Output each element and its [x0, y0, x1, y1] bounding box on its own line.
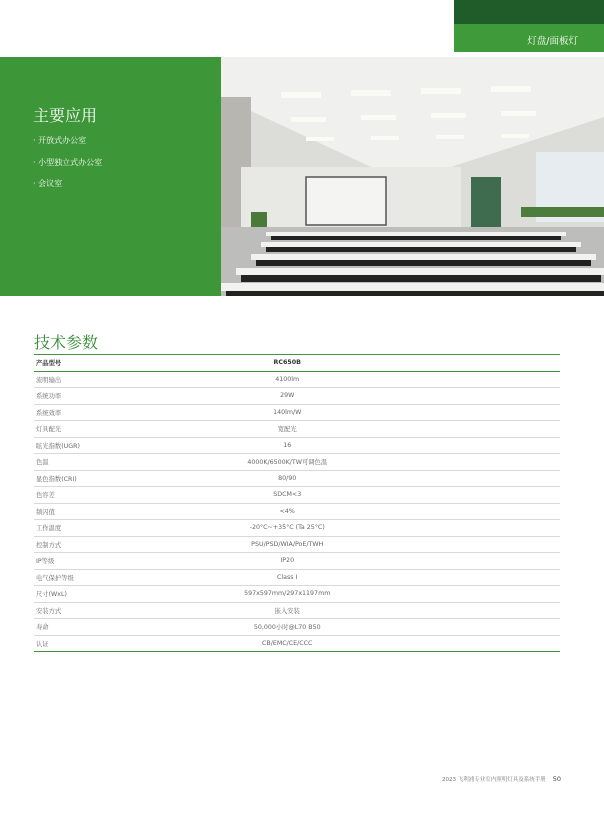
spec-label: 工作温度 [34, 520, 132, 537]
spec-value: SDCM<3 [132, 487, 560, 504]
spec-label: 流明输出 [34, 371, 132, 388]
spec-row [34, 371, 560, 388]
applications-list [33, 136, 102, 201]
category-tab-label: 灯盘/面板灯 [527, 36, 578, 47]
specs-header-label: 产品型号 [34, 355, 132, 372]
spec-value: 16 [132, 437, 560, 454]
spec-value: 4100lm [132, 371, 560, 388]
spec-value: 4000K/6500K/TW可调色温 [132, 454, 560, 471]
spec-label: 系统功率 [34, 388, 132, 405]
spec-row [34, 619, 560, 636]
spec-value: Class I [132, 569, 560, 586]
spec-row [34, 421, 560, 438]
applications-title: 主要应用 [33, 106, 98, 125]
spec-value: CB/EMC/CE/CCC [132, 635, 560, 652]
spec-row [34, 404, 560, 421]
spec-row [34, 553, 560, 570]
specs-header-row [34, 355, 560, 372]
spec-value: 80/90 [132, 470, 560, 487]
spec-label: 控制方式 [34, 536, 132, 553]
spec-value: 597x597mm/297x1197mm [132, 586, 560, 603]
spec-label: 频闪值 [34, 503, 132, 520]
spec-label: 尺寸(WxL) [34, 586, 132, 603]
spec-label: 灯具配光 [34, 421, 132, 438]
spec-row [34, 388, 560, 405]
specs-title: 技术参数 [34, 333, 99, 352]
spec-row [34, 503, 560, 520]
spec-row [34, 635, 560, 652]
spec-row [34, 569, 560, 586]
spec-label: 系统效率 [34, 404, 132, 421]
spec-value: 140lm/W [132, 404, 560, 421]
application-item: · 开放式办公室 [33, 136, 87, 145]
spec-label: 色容差 [34, 487, 132, 504]
spec-value: 50,000小时@L70 B50 [132, 619, 560, 636]
spec-label: 显色指数(CRI) [34, 470, 132, 487]
spec-label: 色温 [34, 454, 132, 471]
spec-row [34, 437, 560, 454]
conference-room-photo [221, 57, 604, 296]
spec-row [34, 470, 560, 487]
application-item: · 会议室 [33, 179, 63, 188]
spec-label: 电气保护等级 [34, 569, 132, 586]
spec-row [34, 454, 560, 471]
spec-row [34, 602, 560, 619]
spec-label: 寿命 [34, 619, 132, 636]
spec-label: 安装方式 [34, 602, 132, 619]
spec-value: -20°C~+35°C (Ta 25°C) [132, 520, 560, 537]
category-tab-dark-band [454, 0, 604, 24]
spec-row [34, 536, 560, 553]
spec-value: 嵌入安装 [132, 602, 560, 619]
spec-value: 29W [132, 388, 560, 405]
spec-label: 眩光指数(UGR) [34, 437, 132, 454]
spec-label: 认证 [34, 635, 132, 652]
footer-text: 2023 飞利浦专业室内照明灯具及系统手册 50 [441, 775, 561, 783]
spec-row [34, 520, 560, 537]
specs-header-value: RC650B [132, 355, 560, 372]
spec-value: 宽配光 [132, 421, 560, 438]
application-item: · 小型独立式办公室 [33, 157, 103, 167]
spec-value: PSU/PSD/WIA/PoE/TWH [132, 536, 560, 553]
specs-table [34, 354, 560, 652]
spec-value: IP20 [132, 553, 560, 570]
category-tab [454, 0, 604, 52]
spec-row [34, 586, 560, 603]
spec-row [34, 487, 560, 504]
page-number: 50 [552, 775, 561, 783]
spec-label: IP等级 [34, 553, 132, 570]
spec-value: <4% [132, 503, 560, 520]
